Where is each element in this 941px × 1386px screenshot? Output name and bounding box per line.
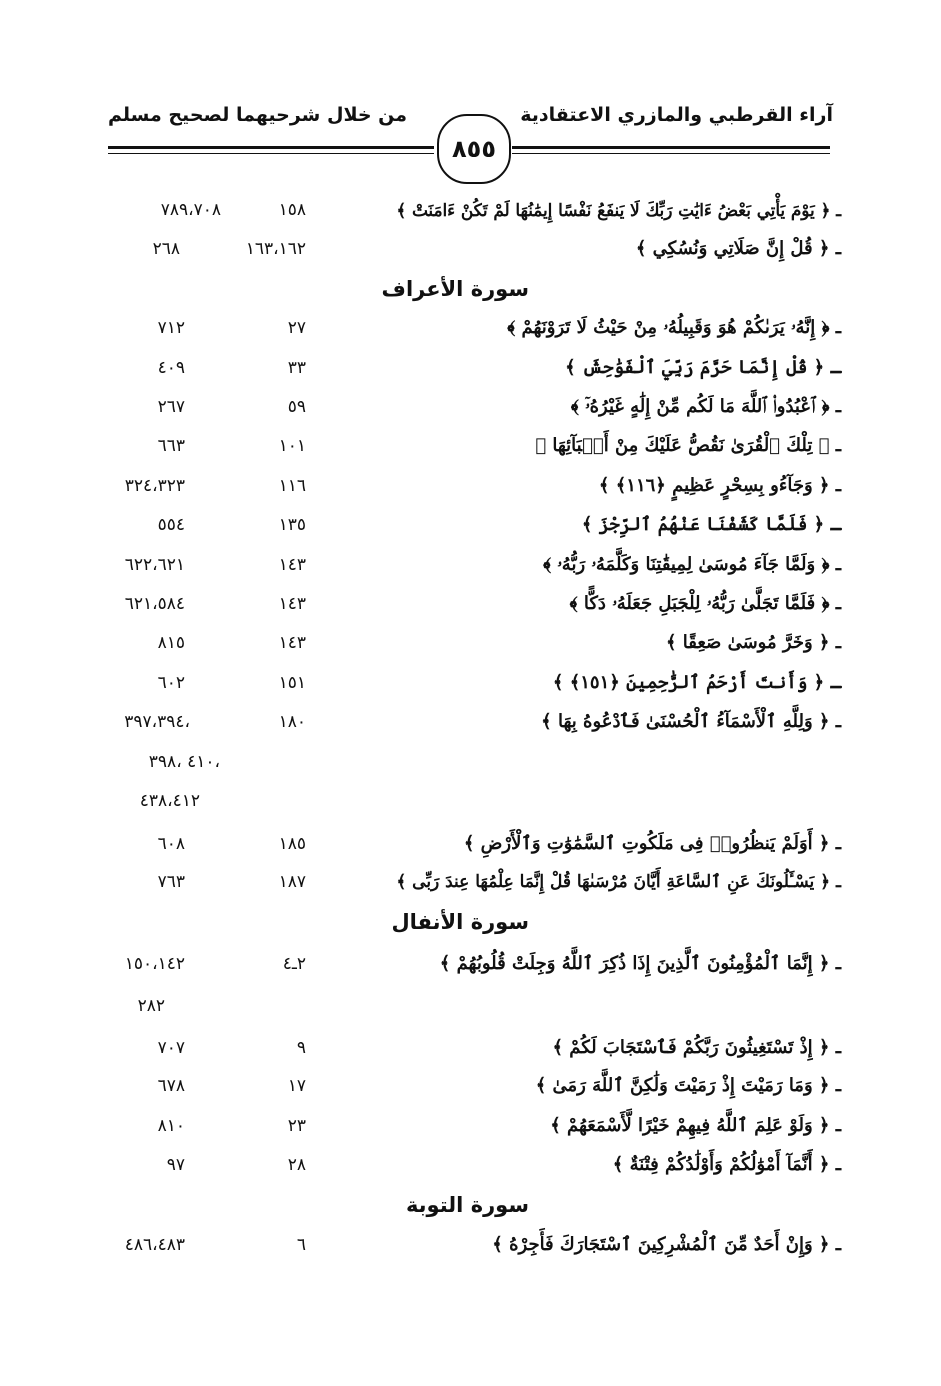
page-references: ٩٧ <box>166 1155 185 1175</box>
page-references: ٦٢١،٥٨٤ <box>124 594 185 614</box>
verse-text: ـ ﴿ فَلَمَّا كَشَفْنَا عَنْهُمُ ٱلرِّجْزَ ﴾ <box>581 514 841 535</box>
verse-text: ـ ﴿ يَسْـَٔلُونَكَ عَنِ ٱلسَّاعَةِ أَيَّانَ مُرْسَىٰهَا قُلْ إِنَّمَا عِلْمُهَا عِندَ رَبِّى ﴾ <box>396 872 841 892</box>
index-row <box>0 308 941 348</box>
index-row <box>0 466 941 506</box>
page-references: ٤٠٩ <box>157 358 185 378</box>
page-references: ٢٦٨ <box>152 239 180 259</box>
page-references-continued: ،٤١٠ ،٣٩٨ <box>148 752 220 772</box>
page-references: ٧١٢ <box>157 318 185 338</box>
index-row <box>0 623 941 663</box>
header-rule-left-thick <box>108 146 434 149</box>
ayah-number: ٢٨ <box>287 1155 306 1175</box>
verse-text: ـ ﴿ أَوَلَمْ يَنظُرُوا۟ فِى مَلَكُوتِ ٱلسَّمَٰوَٰتِ وَٱلْأَرْضِ ﴾ <box>463 833 841 854</box>
ayah-number: ١١٦ <box>278 476 306 496</box>
verse-text: ـ ﴿ قُلْ إِنَّ صَلَاتِي وَنُسُكِي ﴾ <box>635 238 841 259</box>
verse-text: ـ ﴿ إِذْ تَسْتَغِيثُونَ رَبَّكُمْ فَٱسْتَجَابَ لَكُمْ ﴾ <box>552 1037 841 1058</box>
index-row <box>0 426 941 466</box>
page-number: ٨٥٥ <box>437 114 511 184</box>
page-references: ٤٨٦،٤٨٣ <box>124 1235 185 1255</box>
ayah-number: ١٤٣ <box>278 555 306 575</box>
page-references: ٣٢٤،٣٢٣ <box>124 476 185 496</box>
verse-text: ـ ﴿ وَإِنْ أَحَدٌ مِّنَ ٱلْمُشْرِكِينَ ٱسْتَجَارَكَ فَأَجِرْهُ ﴾ <box>492 1234 841 1255</box>
index-row <box>0 1106 941 1146</box>
index-row <box>0 1225 941 1265</box>
verse-text: ـ ﴿ إِنَّمَا ٱلْمُؤْمِنُونَ ٱلَّذِينَ إِذَا ذُكِرَ ٱللَّهُ وَجِلَتْ قُلُوبُهُمْ ﴾ <box>439 953 841 974</box>
surah-heading-araf: سورة الأعراف <box>381 277 529 301</box>
index-row <box>0 663 941 703</box>
page-references: ٦٦٣ <box>157 436 185 456</box>
ayah-number: ٩ <box>296 1038 306 1058</box>
index-row <box>0 505 941 545</box>
page-references: ٥٥٤ <box>157 515 185 535</box>
page-references: ٧٨٩،٧٠٨ <box>160 200 221 220</box>
ayah-number: ١٨٧ <box>278 872 306 892</box>
verse-text: ـ ﴿ أَنَّمَآ أَمْوَٰلُكُمْ وَأَوْلَٰدُكُمْ فِتْنَةٌ ﴾ <box>612 1154 841 1175</box>
ayah-number: ٢٣ <box>287 1116 306 1136</box>
verse-text: ـ ﴿ ٱعْبُدُوا۟ ٱللَّهَ مَا لَكُم مِّنْ إِلَٰهٍ غَيْرُهُۥٓ ﴾ <box>570 396 841 417</box>
index-row <box>0 545 941 585</box>
index-row <box>0 862 941 902</box>
ayah-number: ١٤٣ <box>278 633 306 653</box>
ayah-number: ١٥٨ <box>278 200 306 220</box>
running-title-left: من خلال شرحيهما لصحيح مسلم <box>108 104 408 126</box>
page-references: ٨١٠ <box>157 1116 185 1136</box>
verse-text: ـ ﴿ وَجَآءُو بِسِحْرٍ عَظِيمٍ ﴿١١٦﴾ ﴾ <box>598 475 841 496</box>
verse-text: ـ ﴿ وَلَمَّا جَآءَ مُوسَىٰ لِمِيقَٰتِنَا وَكَلَّمَهُۥ رَبُّهُۥ ﴾ <box>543 554 841 575</box>
ayah-number: ١٣٥ <box>278 515 306 535</box>
ayah-number: ١٥١ <box>278 673 306 693</box>
verse-text: ـ ﴿ تِلْكَ ٱلْقُرَىٰ نَقُصُّ عَلَيْكَ مِنْ أَنۢبَآئِهَا ﴾ <box>535 435 841 456</box>
page-references: ٦٧٨ <box>157 1076 185 1096</box>
index-row <box>0 702 941 742</box>
verse-text: ـ ﴿ قُلْ إِنَّمَا حَرَّمَ رَبِّيَ ٱلْفَوَٰحِشَ ﴾ <box>565 357 841 378</box>
verse-text: ـ ﴿ وَمَا رَمَيْتَ إِذْ رَمَيْتَ وَلَٰكِنَّ ٱللَّهَ رَمَىٰ ﴾ <box>535 1075 841 1096</box>
ayah-number: ١٨٥ <box>278 834 306 854</box>
page-references: ٧٠٧ <box>157 1038 185 1058</box>
ayah-number: ١٧ <box>287 1076 306 1096</box>
page-references: ،٣٩٧،٣٩٤ <box>124 712 190 732</box>
index-row <box>0 1028 941 1068</box>
ayah-number: ٥٩ <box>287 397 306 417</box>
verse-text: ـ ﴿ يَوْمَ يَأْتِي بَعْضُ ءَايَٰتِ رَبِّكَ لَا يَنفَعُ نَفْسًا إِيمَٰنُهَا لَمْ تَكُنْ ءَامَنَتْ ﴾ <box>396 200 841 220</box>
running-title-right: آراء القرطبي والمازري الاعتقادية <box>520 104 833 126</box>
ayah-number: ٣٣ <box>287 358 306 378</box>
page-references: ٨١٥ <box>157 633 185 653</box>
ayah-number: ٢٧ <box>287 318 306 338</box>
verse-text: ـ ﴿ فَلَمَّا تَجَلَّىٰ رَبُّهُۥ لِلْجَبَلِ جَعَلَهُۥ دَكًّا ﴾ <box>569 593 841 614</box>
page-references: ٧٦٣ <box>157 872 185 892</box>
index-row <box>0 190 941 230</box>
surah-heading-anfal: سورة الأنفال <box>391 910 529 934</box>
page-references-continued: ٤٣٨،٤١٢ <box>139 791 200 811</box>
index-row <box>0 584 941 624</box>
ayah-number: ١٤٣ <box>278 594 306 614</box>
surah-heading-tawba: سورة التوبة <box>405 1193 529 1217</box>
ayah-number: ١٠١ <box>278 436 306 456</box>
page-references-continued: ٢٨٢ <box>137 996 165 1016</box>
page-references: ١٥٠،١٤٢ <box>124 954 185 974</box>
index-row <box>0 1066 941 1106</box>
index-row <box>0 229 941 269</box>
ayah-number: ١٦٣،١٦٢ <box>245 239 306 259</box>
page-references: ٦٢٢،٦٢١ <box>124 555 185 575</box>
index-row <box>0 1145 941 1185</box>
page-references: ٦٠٨ <box>157 834 185 854</box>
header-rule-right-thick <box>512 146 830 149</box>
verse-text: ـ ﴿ إِنَّهُۥ يَرَىٰكُمْ هُوَ وَقَبِيلُهُۥ مِنْ حَيْثُ لَا تَرَوْنَهُمْ ﴾ <box>507 317 841 338</box>
header-rule-right-thin <box>512 153 830 154</box>
ayah-number: ١٨٠ <box>278 712 306 732</box>
ayah-number: ٦ <box>296 1235 306 1255</box>
page-references: ٢٦٧ <box>157 397 185 417</box>
verse-text: ـ ﴿ وَأَنتَ أَرْحَمُ ٱلرَّٰحِمِينَ ﴿١٥١﴾ ﴾ <box>552 672 841 693</box>
index-row <box>0 944 941 984</box>
verse-text: ـ ﴿ وَخَرَّ مُوسَىٰ صَعِقًا ﴾ <box>665 632 841 653</box>
index-row <box>0 348 941 388</box>
verse-text: ـ ﴿ وَلِلَّهِ ٱلْأَسْمَآءُ ٱلْحُسْنَىٰ فَٱدْعُوهُ بِهَا ﴾ <box>541 711 841 732</box>
index-row <box>0 824 941 864</box>
header-rule-left-thin <box>108 153 434 154</box>
verse-text: ـ ﴿ وَلَوْ عَلِمَ ٱللَّهُ فِيهِمْ خَيْرًا لَّأَسْمَعَهُمْ ﴾ <box>550 1115 841 1136</box>
ayah-number: ٢ـ٤ <box>282 954 306 974</box>
index-row <box>0 387 941 427</box>
page-references: ٦٠٢ <box>157 673 185 693</box>
